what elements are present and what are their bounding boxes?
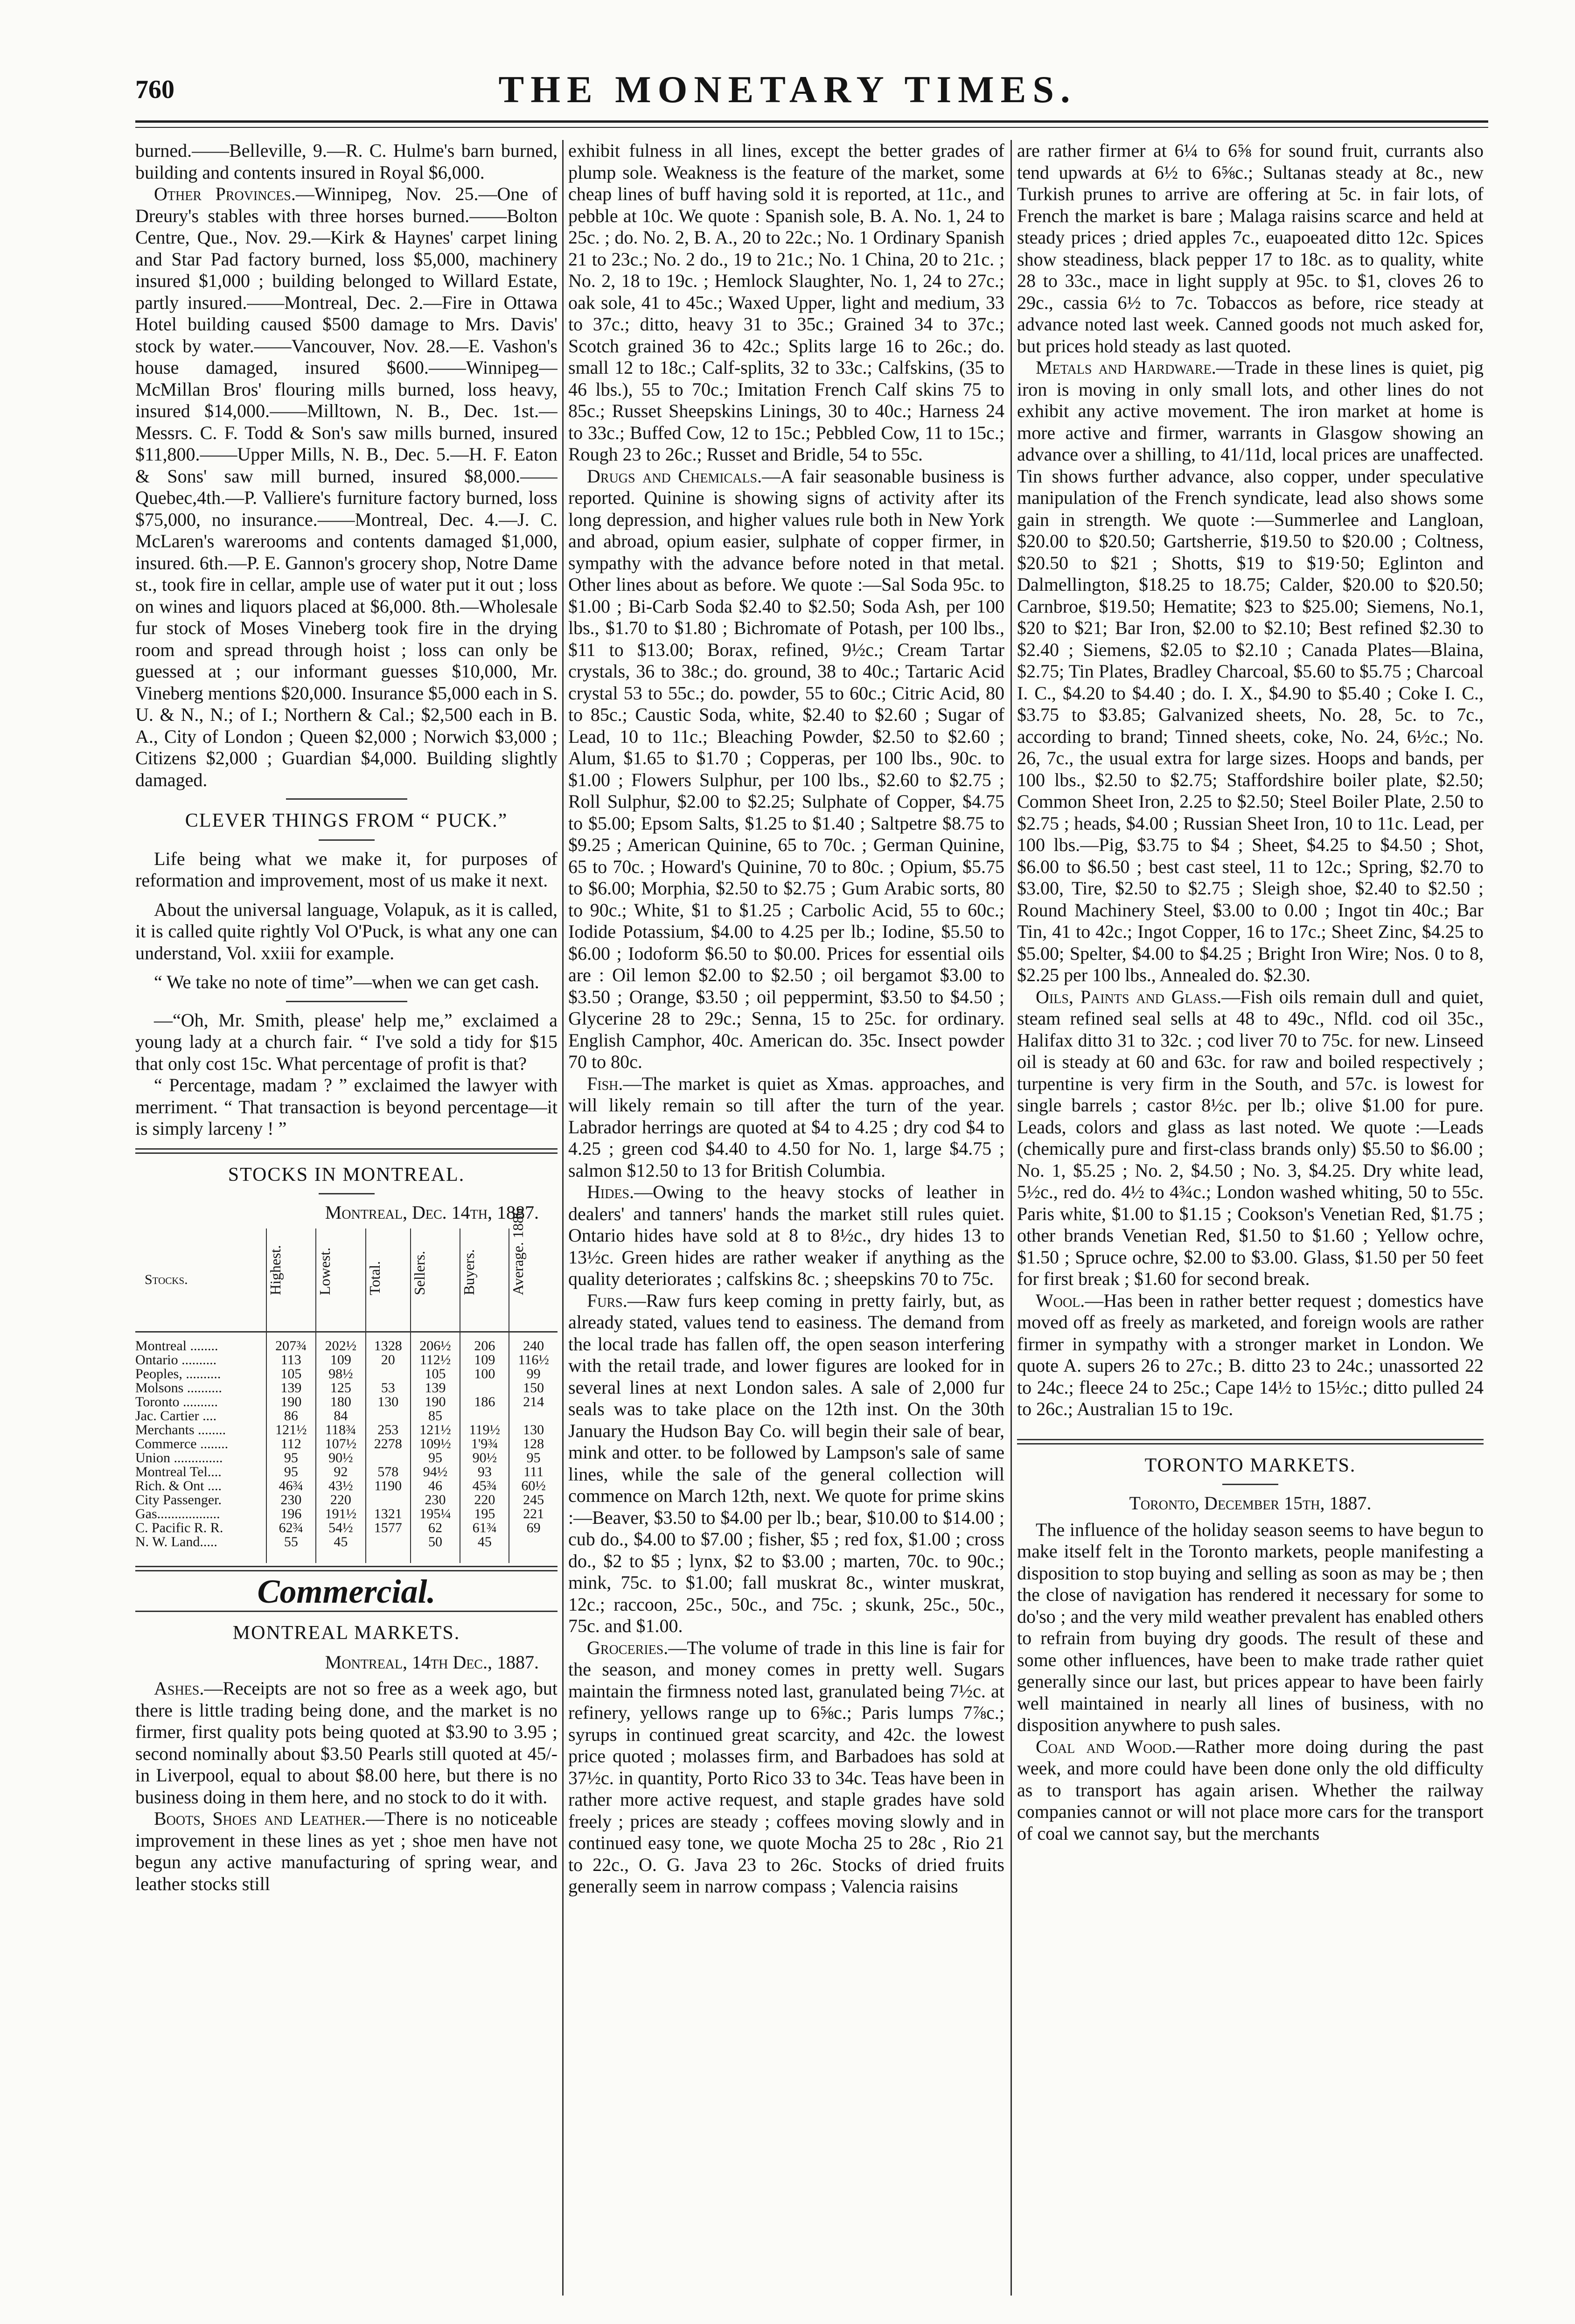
stock-value-cell: 253 [366,1423,411,1437]
fish-text: —The market is quiet as Xmas. approaches, and will likely remain so till after the turn of the year. Labrador herrings are quoted at $4 to 4.25 ; dry cod $4 to 4.25 ; green cod $4.40 to 4.50 for No. 1, large $4.75 ; salmon $12.50 to 13 for British Columbia. [568,1073,1004,1181]
stocks-table-header [135,1228,558,1332]
table-row [135,1465,558,1479]
stock-value-cell: 46¾ [266,1479,316,1493]
stock-value-cell: 112½ [411,1353,460,1367]
stock-value-cell: 105 [411,1367,460,1381]
stock-value-cell: 113 [266,1353,316,1367]
stock-value-cell: 121½ [411,1423,460,1437]
table-row [135,1493,558,1507]
puck-paragraph-5: “ Percentage, madam ? ” exclaimed the lawyer with merriment. “ That transaction is beyond percentage—it is simply larceny ! ” [135,1075,558,1139]
stock-value-cell: 84 [316,1409,366,1423]
header-rule-top [135,120,1488,123]
stock-value-cell: 1321 [366,1507,411,1521]
stock-value-cell: 121½ [266,1423,316,1437]
stock-value-cell: 230 [266,1493,316,1507]
coal-paragraph [1017,1736,1484,1845]
drugs-text: —A fair seasonable business is reported. Quinine is showing signs of activity after its long depression, and higher values rule both in New York and abroad, opium easier, sulphate of copper firmer, in sympathy with the advance before noted in that metal. Other lines about as before. We quote :—Sal Soda 95c. to $1.00 ; Bi-Carb Soda $2.40 to $2.50; Soda Ash, per 100 lbs., $1.70 to $1.80 ; Bichromate of Potash, per 100 lbs., $11 to $13.00; Borax, refined, 9½c.; Cream Tartar crystals, 36 to 38c.; do. ground, 38 to 40c.; Tartaric Acid crystal 53 to 55c.; do. powder, 55 to 60c.; Citric Acid, 80 to 85c.; Caustic Soda, white, $2.40 to $2.60 ; Sugar of Lead, 10 to 11c.; Bleaching Powder, $2.50 to $2.60 ; Alum, $1.65 to $1.70 ; Copperas, per 100 lbs., 90c. to $1.00 ; Flowers Sulphur, per 100 lbs., $2.60 to $2.75 ; Roll Sulphur, $2.00 to $2.25; Sulphate of Copper, $4.75 to $5.00; Epsom Salts, $1.25 to $1.40 ; Saltpetre $8.75 to $9.25 ; American Quinine, 65 to 70c. ; German Quinine, 65 to 70c. ; Howard's Quinine, 70 to 80c. ; Opium, $5.75 to $6.00; Morphia, $2.50 to $2.75 ; Gum Arabic sorts, 80 to 90c.; White, $1 to $1.25 ; Carbolic Acid, 55 to 60c.; Iodide Potassium, $4.00 to 4.25 per lb.; Iodine, $5.50 to $6.00 ; Iodoform $6.50 to $0.00. Prices for essential oils are : Oil lemon $2.00 to $2.50 ; oil bergamot $3.00 to $3.50 ; Orange, $3.50 ; oil peppermint, $3.50 to $4.50 ; Glycerine 28 to 29c.; Senna, 15 to 25c. for ordinary. English Camphor, 40c. American do. 35c. Insect powder 70 to 80c. [568,465,1004,1072]
stock-value-cell [366,1367,411,1381]
stock-value-cell [366,1451,411,1465]
fish-head: Fish. [587,1073,623,1094]
stock-value-cell: 195¼ [411,1507,460,1521]
stock-name-cell: City Passenger. [135,1492,222,1507]
stock-value-cell: 109 [460,1353,509,1367]
stock-value-cell: 128 [509,1437,558,1451]
table-row [135,1451,558,1465]
stock-value-cell: 45 [316,1535,366,1563]
other-provinces-text: —Winnipeg, Nov. 25.—One of Dreury's stables with three horses burned.——Bolton Centre, Que., Nov. 29.—Kirk & Haynes' carpet lining and Star Pad factory burned, loss $5,000, machinery insured $1,000 ; building belonged to Willard Estate, partly insured.——Montreal, Dec. 2.—Fire in Ottawa Hotel building caused $500 damage to Mrs. Davis' stock by water.——Vancouver, Nov. 28.—E. Vashon's house damaged, insured $600.——Winnipeg—McMillan Bros' flouring mills burned, loss heavy, insured $14,000.——Milltown, N. B., Dec. 1st.—Messrs. C. F. Todd & Son's saw mills burned, insured $11,800.——Upper Mills, N. B., Dec. 5.—H. F. Eaton & Sons' saw mill burned, insured $8,000.——Quebec,4th.—P. Valliere's furniture factory burned, loss $75,000, no insurance.——Montreal, Dec. 4.—J. C. McLaren's warerooms and contents damaged $1,000, insured. 6th.—P. E. Gannon's grocery shop, Notre Dame st., took fire in cellar, ample use of water put it out ; loss on wines and liquors placed at $6,000. 8th.—Wholesale fur stock of Moses Vineberg took fire in the drying room and spread through hoist ; loss can only be guessed at ; our informant guesses $10,000, Mr. Vineberg mentions $20,000. Insurance $5,000 each in S. U. & N., N.; of I.; Northern & Cal.; $2,500 each in B. A., City of London ; Queen $2,000 ; Norwich $3,000 ; Citizens $2,000 ; Guardian $4,000. Building slightly damaged. [135,183,558,790]
table-row [135,1353,558,1367]
stock-value-cell: 95 [266,1451,316,1465]
stock-value-cell: 139 [266,1381,316,1395]
toronto-intro-paragraph: The influence of the holiday season seems to have begun to make itself felt in the Toronto markets, people manifesting a disposition to stop buying and selling as soon as may be ; then the close of navigation has rendered it necessary for some to do'so ; and the very mild weather prevalent has enabled others to refrain from buying dry goods. The result of these and some other influences, have been to make trade rather quiet generally since our last, but prices appear to have been fairly well maintained in nearly all lines of business, with no disposition anywhere to push sales. [1017,1519,1484,1735]
other-provinces-paragraph [135,183,558,791]
stock-value-cell: 202½ [316,1332,366,1353]
stock-value-cell: 62¾ [266,1521,316,1535]
stock-value-cell: 55 [266,1535,316,1563]
fire-report-continued: burned.——Belleville, 9.—R. C. Hulme's barn burned, building and contents insured in Royal $6,000. [135,140,558,183]
stock-value-cell: 130 [509,1423,558,1437]
stock-value-cell: 43½ [316,1479,366,1493]
boots-text: —There is no noticeable improvement in these lines as yet ; shoe men have not begun any active manufacturing of spring wear, and leather stocks still [135,1808,558,1894]
drugs-paragraph [568,466,1004,1073]
metals-paragraph [1017,357,1484,986]
groceries-text: —The volume of trade in this line is fair for the season, and money comes in pretty well. Sugars maintain the firmness noted last, granulated being 7½c. at refinery, yellows range up to 6⅝c.; Paris lumps 7⅞c.; syrups in continued great scarcity, and 42c. the lowest price quoted ; molasses firm, and Barbadoes has sold at 37½c. in quantity, Porto Rico 33 to 34c. Teas have been in rather more active request, and staple grades have sold freely ; prices are steady ; coffees moving slowly and in continued easy tone, we quote Mocha 25 to 28c , Rio 21 to 22c., O. G. Java 23 to 26c. Stocks of dried fruits generally seem in narrow compass ; Valencia raisins [568,1637,1004,1897]
stock-value-cell: 1328 [366,1332,411,1353]
groceries-head: Groceries. [587,1637,669,1658]
leather-continued: exhibit fulness in all lines, except the better grades of plump sole. Weakness is the feature of the market, some cheap lines of buff having sold it is reported, at 11c., and pebble at 10c. We quote : Spanish sole, B. A. No. 1, 24 to 25c. ; do. No. 2, B. A., 20 to 22c.; No. 1 Ordinary Spanish 21 to 23c.; No. 2 do., 19 to 21c.; No. 1 China, 20 to 21c. ; No. 2, 18 to 19c. ; Hemlock Slaughter, No. 1, 24 to 27c.; oak sole, 41 to 45c.; Waxed Upper, light and medium, 33 to 37c.; ditto, heavy 31 to 35c.; Grained 34 to 37c.; Scotch grained 36 to 42c.; Splits large 16 to 26c.; do. small 12 to 18c.; Calf-splits, 32 to 33c.; Calfskins, (35 to 46 lbs.), 55 to 70c.; Imitation French Calf skins 75 to 85c.; Russet Sheepskins Linings, 30 to 40c.; Harness 24 to 33c.; Buffed Cow, 12 to 15c.; Pebbled Cow, 11 to 15c.; Rough 23 to 26c.; Russet and Bridle, 54 to 55c. [568,140,1004,465]
ashes-paragraph [135,1678,558,1808]
table-row [135,1381,558,1395]
stock-name-cell: Molsons .......... [135,1380,222,1396]
stock-value-cell: 107½ [316,1437,366,1451]
highest-column-header: Highest. [266,1228,316,1332]
total-column-header: Total. [366,1228,411,1332]
stock-value-cell: 100 [460,1367,509,1381]
toronto-markets-title: TORONTO MARKETS. [1144,1454,1356,1476]
table-row [135,1395,558,1409]
stock-value-cell: 130 [366,1395,411,1409]
stock-value-cell: 195 [460,1507,509,1521]
stocks-dateline: Montreal, Dec. 14th, 1887. [325,1202,539,1223]
stock-value-cell: 214 [509,1395,558,1409]
stock-value-cell: 90½ [460,1451,509,1465]
section-double-rule [135,1148,558,1154]
section-rule [1222,1484,1278,1485]
furs-text: —Raw furs keep coming in pretty fairly, but, as already stated, values tend to easiness. The demand from the local trade has fallen off, the open season interfering with the retail trade, and lower figures are looked for in several lines at next London sales. A sale of 2,000 fur seals was to take place on the 12th inst. On the 30th January the Hudson Bay Co. will begin their sale of bear, mink and otter. to be followed by Lampson's sale of same lines, while the sale of the general collection will commence on March 12th, next. We quote for prime skins :—Beaver, $3.50 to $4.00 per lb.; bear, $10.00 to $14.00 ; cub do., $4.00 to $7.00 ; fisher, $5 ; red fox, $1.00 ; cross do., $2 to $5 ; lynx, $2 to $3.00 ; marten, 70c. to 90c.; mink, 75c. to $1.00; fall muskrat 8c., winter muskrat, 12c.; raccoon, 25c., 50c., and 75c. ; skunk, 25c., 50c., 75c. and $1.00. [568,1290,1004,1636]
stocks-title: STOCKS IN MONTREAL. [228,1164,465,1186]
stocks-column-header: Stocks. [145,1271,188,1287]
stock-value-cell: 245 [509,1493,558,1507]
stock-value-cell: 150 [509,1381,558,1395]
stock-value-cell: 190 [266,1395,316,1409]
stock-value-cell: 53 [366,1381,411,1395]
table-row [135,1521,558,1535]
stocks-table-body [135,1332,558,1563]
ashes-head: Ashes. [154,1678,204,1699]
column-divider-1 [562,140,564,2296]
stock-value-cell: 206½ [411,1332,460,1353]
stock-value-cell: 85 [411,1409,460,1423]
stock-value-cell: 230 [411,1493,460,1507]
stock-value-cell: 45 [460,1535,509,1563]
stock-value-cell: 109 [316,1353,366,1367]
stock-value-cell: 139 [411,1381,460,1395]
section-double-rule [1017,1439,1484,1445]
stock-value-cell: 45¾ [460,1479,509,1493]
stock-name-cell: Montreal ........ [135,1338,218,1354]
stock-value-cell: 62 [411,1521,460,1535]
stock-value-cell: 93 [460,1465,509,1479]
montreal-markets-title: MONTREAL MARKETS. [232,1622,460,1644]
stock-name-cell: Rich. & Ont .... [135,1478,222,1494]
stock-name-cell: Toronto .......... [135,1394,218,1410]
stock-value-cell [509,1535,558,1563]
stock-name-cell: N. W. Land..... [135,1534,217,1549]
stock-name-cell: Jac. Cartier .... [135,1408,217,1424]
stock-value-cell: 578 [366,1465,411,1479]
table-row [135,1507,558,1521]
toronto-markets-dateline: Toronto, December 15th, 1887. [1129,1493,1372,1514]
commercial-heading: Commercial. [257,1572,436,1610]
section-rule [319,1193,375,1194]
stock-value-cell: 119½ [460,1423,509,1437]
masthead: THE MONETARY TIMES. [498,68,1077,111]
puck-paragraph-1: Life being what we make it, for purposes of reformation and improvement, most of us make it next. [135,848,558,891]
table-row [135,1367,558,1381]
wool-head: Wool. [1036,1290,1085,1311]
stock-value-cell [366,1409,411,1423]
column-2 [568,140,1004,2296]
stock-value-cell: 118¾ [316,1423,366,1437]
stock-value-cell: 220 [316,1493,366,1507]
stock-value-cell [460,1381,509,1395]
stock-value-cell: 206 [460,1332,509,1353]
stock-value-cell: 1577 [366,1521,411,1535]
stock-value-cell: 90½ [316,1451,366,1465]
average-1886-column-header: Average. 1886 [509,1228,558,1332]
stock-value-cell: 98½ [316,1367,366,1381]
stock-value-cell: 221 [509,1507,558,1521]
stock-value-cell: 95 [509,1451,558,1465]
stock-value-cell: 61¾ [460,1521,509,1535]
stock-name-cell: Commerce ........ [135,1436,229,1452]
stock-value-cell: 20 [366,1353,411,1367]
column-divider-2 [1011,140,1012,2296]
stock-value-cell: 125 [316,1381,366,1395]
wool-text: —Has been in rather better request ; domestics have moved off as freely as marketed, and foreign wools are rather firmer in sympathy with a stronger market in London. We quote A. supers 26 to 27c.; B. ditto 23 to 24c.; unassorted 22 to 24c.; fleece 24 to 25c.; Cape 14½ to 15½c.; ditto pulled 24 to 26c.; Australian 15 to 19c. [1017,1290,1484,1419]
section-double-rule [135,1566,558,1571]
drugs-head: Drugs and Chemicals. [587,465,762,487]
oils-head: Oils, Paints and Glass. [1036,986,1222,1007]
stock-value-cell: 196 [266,1507,316,1521]
sellers-column-header: Sellers. [411,1228,460,1332]
coal-head: Coal and Wood. [1036,1736,1177,1757]
wool-paragraph [1017,1290,1484,1420]
stock-value-cell: 111 [509,1465,558,1479]
hides-text: —Owing to the heavy stocks of leather in dealers' and tanners' hands the market still rules quiet. Ontario hides have sold at 8 to 8½c., dry hides 13 to 13½c. Green hides are rather weaker if anything as the quality deteriorates ; calfskins 8c. ; sheepskins 70 to 75c. [568,1181,1004,1289]
table-row [135,1332,558,1353]
column-1 [135,140,558,2296]
ashes-text: —Receipts are not so free as a week ago, but there is little trading being done, and the market is no firmer, first quality pots being quoted at $3.90 to 3.95 ; second nominally about $3.50 Pearls still quoted at 45/- in Liverpool, equal to about $8.00 here, but there is no business doing in them here, and no stock to do it with. [135,1678,558,1808]
stock-value-cell: 1190 [366,1479,411,1493]
table-row [135,1437,558,1451]
groceries-continued: are rather firmer at 6¼ to 6⅝ for sound fruit, currants also tend upwards at 6½ to 6⅝c.; Sultanas steady at 8c., new Turkish prunes to arrive are offering at 5c. in fair lots, of French the market is bare ; Malaga raisins scarce and held at steady prices ; dried apples 7c., euapoeated ditto 12c. Spices show steadiness, black pepper 17 to 18c. as to quality, white 28 to 33c., mace in light supply at 95c. to $1, cloves 26 to 29c., cassia 6½ to 7c. Tobaccos as before, rice steady at advance noted last week. Canned goods not much asked for, but prices hold steady as last quoted. [1017,140,1484,356]
stock-value-cell: 46 [411,1479,460,1493]
puck-paragraph-3: “ We take no note of time”—when we can get cash. [154,971,539,992]
stock-value-cell: 191½ [316,1507,366,1521]
stock-value-cell: 92 [316,1465,366,1479]
stock-value-cell: 186 [460,1395,509,1409]
stock-value-cell: 190 [411,1395,460,1409]
table-row [135,1479,558,1493]
stock-name-cell: Union .............. [135,1450,223,1466]
stock-name-cell: Peoples, .......... [135,1366,221,1382]
hides-paragraph [568,1181,1004,1290]
stock-name-cell: Merchants ........ [135,1422,226,1438]
table-row [135,1409,558,1423]
stock-value-cell [366,1535,411,1563]
stock-name-cell: Ontario .......... [135,1352,217,1368]
stock-value-cell: 2278 [366,1437,411,1451]
hides-head: Hides. [587,1181,634,1202]
furs-head: Furs. [587,1290,627,1311]
buyers-column-header: Buyers. [460,1228,509,1332]
stock-value-cell: 95 [266,1465,316,1479]
stock-value-cell: 50 [411,1535,460,1563]
metals-head: Metals and Hardware. [1036,357,1216,378]
stock-value-cell [460,1409,509,1423]
lowest-column-header: Lowest. [316,1228,366,1332]
puck-title: CLEVER THINGS FROM “ PUCK.” [185,810,508,831]
stock-value-cell [509,1409,558,1423]
section-rule [319,839,375,841]
other-provinces-head: Other Provinces. [154,183,296,204]
puck-paragraph-4: —“Oh, Mr. Smith, please' help me,” exclaimed a young lady at a church fair. “ I've sold a tidy for $15 that only cost 15c. What percentage of profit is that? [135,1009,558,1074]
stock-value-cell: 54½ [316,1521,366,1535]
header-rule-bottom [135,127,1488,128]
stock-value-cell: 60½ [509,1479,558,1493]
stock-value-cell: 99 [509,1367,558,1381]
coal-text: —Rather more doing during the past week, and more could have been done only the old difficulty as to transport has again arisen. Whether the railway companies cannot or will not place more cars for the transport of coal we cannot say, but the merchants [1017,1736,1484,1844]
stock-value-cell: 95 [411,1451,460,1465]
page-number: 760 [135,75,174,104]
oils-paragraph [1017,986,1484,1290]
section-rule [286,798,407,800]
stock-value-cell: 86 [266,1409,316,1423]
stock-value-cell: 94½ [411,1465,460,1479]
fish-paragraph [568,1073,1004,1182]
stock-value-cell: 116½ [509,1353,558,1367]
puck-paragraph-2: About the universal language, Volapuk, as it is called, it is called quite rightly Vol O'Puck, is what any one can understand, Vol. xxiii for example. [135,899,558,963]
stock-value-cell: 220 [460,1493,509,1507]
boots-head: Boots, Shoes and Leather. [154,1808,366,1829]
boots-paragraph [135,1808,558,1895]
furs-paragraph [568,1290,1004,1637]
groceries-paragraph [568,1637,1004,1898]
table-row [135,1423,558,1437]
stock-value-cell: 207¾ [266,1332,316,1353]
stock-name-cell: Gas.................. [135,1506,220,1521]
stock-value-cell: 112 [266,1437,316,1451]
stock-value-cell: 109½ [411,1437,460,1451]
oils-text: —Fish oils remain dull and quiet, steam refined seal sells at 48 to 49c., Nfld. cod oil 35c., Halifax ditto 31 to 32c. ; cod liver 70 to 75c. for new. Linseed oil is steady at 60 and 63c. for raw and boiled respectively ; turpentine is very firm in the South, and 57c. is lowest for single barrels ; castor 8½c. per lb.; olive $1.00 for pure. Leads, colors and glass as last noted. We quote :—Leads (chemically pure and first-class brands only) $5.50 to $6.00 ; No. 1, $5.25 ; No. 2, $4.50 ; No. 3, $4.25. Dry white lead, 5½c., red do. 4½ to 4¾c.; London washed whiting, 50 to 55c. Paris white, $1.00 to $1.15 ; Cookson's Venetian Red, $1.75 ; other brands Venetian Red, $1.50 to $1.60 ; Yellow ochre, $1.50 ; Spruce ochre, $2.00 to $3.00. Glass, $1.50 per 50 feet for first break ; $1.60 for second break. [1017,986,1484,1289]
stock-value-cell: 69 [509,1521,558,1535]
stock-value-cell: 180 [316,1395,366,1409]
montreal-markets-dateline: Montreal, 14th Dec., 1887. [325,1651,539,1673]
metals-text: —Trade in these lines is quiet, pig iron is moving in only small lots, and other lines do not exhibit any active movement. The iron market at home is more active and firmer, warrants in Glasgow showing an advance over a shilling, to 41/11d, local prices are unaffected. Tin shows further advance, also copper, under speculative manipulation of the French syndicate, lead also shows some gain in strength. We quote :—Summerlee and Langloan, $20.00 to $20.50; Gartsherrie, $19.50 to $20.00 ; Coltness, $20.50 to $21 ; Shotts, $19 to $19·50; Eglinton and Dalmellington, $18.25 to 18.75; Calder, $20.00 to $20.50; Carnbroe, $19.50; Hematite; $23 to $25.00; Siemens, No.1, $20 to $21; Bar Iron, $2.00 to $2.10; Best refined $2.30 to $2.40 ; Siemens, $2.05 to $2.10 ; Canada Plates—Blaina, $2.75; Tin Plates, Bradley Charcoal, $5.60 to $5.75 ; Charcoal I. C., $4.20 to $4.40 ; do. I. X., $4.90 to $5.40 ; Coke I. C., $3.75 to $3.85; Galvanized sheets, No. 28, 5c. to 7c., according to brand; Tinned sheets, coke, No. 24, 6½c.; No. 26, 7c., the usual extra for large sizes. Hoops and bands, per 100 lbs., $2.50 to $2.75; Staffordshire boiler plate, $2.50; Common Sheet Iron, 2.25 to $2.50; Steel Boiler Plate, 2.50 to $2.75 ; heads, $4.00 ; Russian Sheet Iron, 10 to 11c. Lead, per 100 lbs.—Pig, $3.75 to $4 ; Sheet, $4.25 to $4.50 ; Shot, $6.00 to $6.50 ; best cast steel, 11 to 12c.; Spring, $2.70 to $3.00, Tire, $2.50 to $2.75 ; Sleigh shoe, $2.40 to $2.50 ; Round Machinery Steel, $3.00 to 0.00 ; Ingot tin 40c.; Bar Tin, 41 to 42c.; Ingot Copper, 16 to 17c.; Sheet Zinc, $4.25 to $5.00; Spelter, $4.00 to $4.25 ; Bright Iron Wire; Nos. 0 to 8, $2.25 per 100 lbs., Annealed do. $2.30. [1017,357,1484,985]
stock-value-cell: 105 [266,1367,316,1381]
column-3 [1017,140,1484,2296]
section-rule [286,1001,407,1002]
stock-name-cell: Montreal Tel.... [135,1464,222,1480]
table-row [135,1535,558,1563]
stock-value-cell [366,1493,411,1507]
stock-value-cell: 240 [509,1332,558,1353]
stock-value-cell: 1'9¾ [460,1437,509,1451]
stock-name-cell: C. Pacific R. R. [135,1520,223,1535]
section-rule [135,1611,558,1612]
